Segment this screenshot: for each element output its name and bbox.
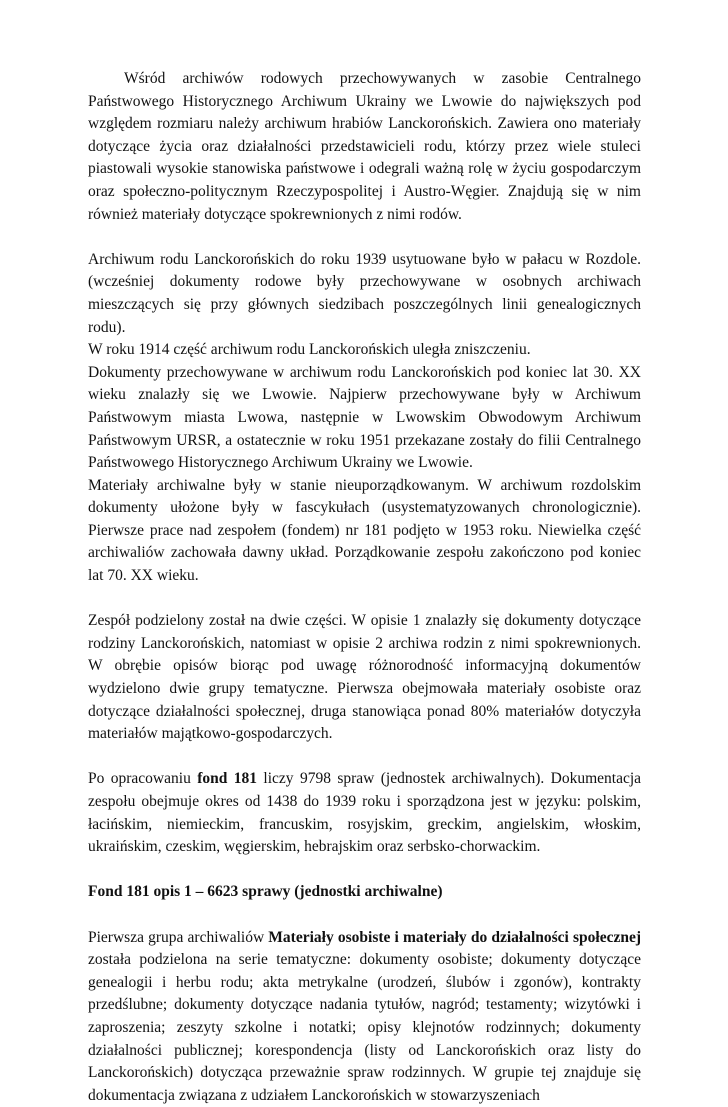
paragraph-arrangement: Materiały archiwalne były w stanie nieuporządkowanym. W archiwum rozdolskim dokumenty ułożone były w fascykułach (usystematyzowanych chronologicznie). Pierwsze prace nad zespołem (fondem) nr 181 podjęto w 1953 roku. Niewielka część archiwaliów zachowała dawny układ. Porządkowanie zespołu zakończono pod koniec lat 70. XX wieku. <box>88 476 641 585</box>
paragraph-location: Archiwum rodu Lanckorońskich do roku 1939 usytuowane było w pałacu w Rozdole. (wcześniej dokumenty rodowe były przechowywane w osobnych archiwach mieszczących się przy głównych siedzibach poszczególnych linii genealogicznych rodu). <box>88 250 641 336</box>
first-group-rest: została podzielona na serie tematyczne: dokumenty osobiste; dokumenty dotyczące genealogii i herbu rodu; akta metrykalne (urodzeń, ślubów i zgonów), kontrakty przedślubne; dokumenty dotyczące nadania tytułów, nagród; testamenty; wizytówki i zaproszenia; zeszyty szkolne i notatki; opisy klejnotów rodzinnych; dokumenty działalności publicznej; korespondencja (listy od Lanckorońskich oraz listy do Lanckorońskich) dotycząca przeważnie spraw rodzinnych. W grupie tej znajduje się dokumentacja związana z udziałem Lanckorońskich w stowarzyszeniach <box>88 951 641 1104</box>
paragraph-structure: Zespół podzielony został na dwie części. W opisie 1 znalazły się dokumenty dotyczące rodziny Lanckorońskich, natomiast w opisie 2 archiwa rodzin z nimi spokrewnionych. W obrębie opisów biorąc pod uwagę różnorodność informacyjną dokumentów wydzielono dwie grupy tematyczne. Pierwsza obejmowała materiały osobiste oraz dotyczące działalności społecznej, druga stanowiąca ponad 80% materiałów dotyczyła materiałów majątkowo-gospodarczych. <box>88 612 641 743</box>
paragraph-lwow: Dokumenty przechowywane w archiwum rodu Lanckorońskich pod koniec lat 30. XX wieku znalazły się we Lwowie. Najpierw przechowywane były w Archiwum Państwowym miasta Lwowa, następnie w Lwowskim Obwodowym Archiwum Państwowym URSR, a ostatecznie w roku 1951 przekazane zostały do filii Centralnego Państwowego Historycznego Archiwum Ukrainy we Lwowie. <box>88 363 641 472</box>
paragraph-intro: Wśród archiwów rodowych przechowywanych w zasobie Centralnego Państwowego Historycznego Archiwum Ukrainy we Lwowie do największych pod względem rozmiaru należy archiwum hrabiów Lanckorońskich. Zawiera ono materiały dotyczące życia oraz działalności przedstawicieli rodu, którzy przez wiele stuleci piastowali wysokie stanowiska państwowe i odegrali ważną rolę w życiu gospodarczym oraz społeczno-politycznym Rzeczypospolitej i Austro-Węgier. Znajdują się w nim również materiały dotyczące spokrewnionych z nimi rodów. <box>88 70 641 223</box>
fond-number: fond 181 <box>197 770 258 788</box>
section-heading: Fond 181 opis 1 – 6623 sprawy (jednostki archiwalne) <box>88 883 443 901</box>
fond-summary-rest: liczy 9798 spraw (jednostek archiwalnych). Dokumentacja zespołu obejmuje okres od 1438 do 1939 roku i sporządzona jest w języku: polskim, łacińskim, niemieckim, francuskim, rosyjskim, greckim, angielskim, włoskim, ukraińskim, czeskim, węgierskim, hebrajskim oraz serbsko-chorwackim. <box>88 770 642 856</box>
first-group-lead: Pierwsza grupa archiwaliów <box>88 928 269 946</box>
fond-summary-lead: Po opracowaniu <box>88 770 198 788</box>
paragraph-fond-summary <box>88 768 641 858</box>
first-group-title: Materiały osobiste i materiały do działalności społecznej <box>268 928 641 946</box>
paragraph-first-group <box>88 927 641 1107</box>
document-body <box>88 68 641 1107</box>
paragraph-1914: W roku 1914 część archiwum rodu Lanckorońskich uległa zniszczeniu. <box>88 341 531 359</box>
